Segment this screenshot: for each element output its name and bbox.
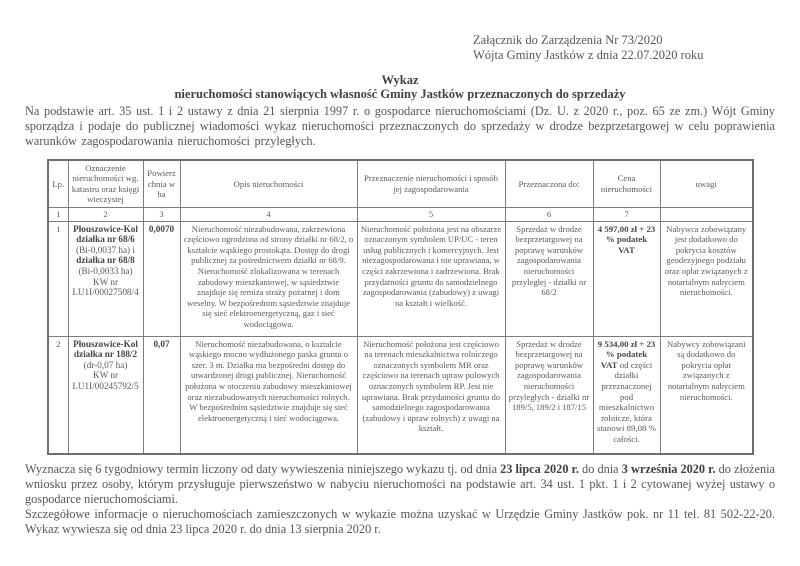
column-numbers-row [48, 207, 753, 221]
intro-paragraph: Na podstawie art. 35 ust. 1 i 2 ustawy z dnia 21 sierpnia 1997 r. o gospodarce nieruchomościami (Dz. U. z 2020 r., poz. 65 ze zm.) Wójt Gminy sporządza i podaje do publicznej wiadomości wykaz nieruchomości przeznaczonych do sprzedaży w drodze bezprzetargowej w celu poprawienia warunków zagospodarowania nieruchomości przyległych. [25, 104, 775, 148]
header-price: Cena nieruchomości [593, 160, 660, 207]
cell-description: Nieruchomość niezabudowana, o kształcie wąskiego mocno wydłużonego paska gruntu o szer. 3 m. Działka ma bezpośredni dostęp do utwardzonej drogi publicznej. Nieruchomość położona w otoczeniu zabudowy mieszkaniowej oraz niezabudowanych nieruchomości rolnych. W bezpośrednim sąsiedztwie znajduje się sieć elektroenergetyczną i sieć wodociągowa. [180, 336, 357, 454]
cell-area: 0,07 [143, 336, 180, 454]
cell-remarks: Nabywca zobowiązany jest dodatkowo do pokrycia kosztów geodezyjnego podziału oraz opłat związanych z notarialnym nabyciem nieruchomości. [660, 221, 753, 336]
cell-remarks: Nabywcy zobowiązani są dodatkowo do pokrycia opłat związanych z notarialnym nabyciem nieruchomości. [660, 336, 753, 454]
footer [25, 462, 775, 537]
designation-line: (Bi-0,0033 ha) [78, 266, 133, 276]
designation-line: działka nr 188/2 [73, 349, 138, 360]
cell-lp: 2 [48, 336, 68, 454]
column-number: 4 [180, 207, 357, 221]
deadline-text: do dnia [578, 461, 622, 476]
title-line-2: nieruchomości stanowiących własność Gminy Jastków przeznaczonych do sprzedaży [174, 87, 626, 101]
price-note: od części działki przeznaczonej pod mieszkalnictwo rolnicze, która stanowi 89,08 % całości. [597, 359, 656, 444]
cell-purpose: Nieruchomość położona jest częściowo na terenach mieszkalnictwa rolniczego oznaczonych symbolem MR oraz częściowo na terenach upraw polowych oznaczonych symbolem RP. Jest nie uprawiana. Brak przydatności gruntu do samodzielnego zagospodarowania (zabudowy i upraw rolnych) z uwagi na kształt. [357, 336, 505, 454]
cell-designation [68, 336, 143, 454]
price-amount: 4 597,00 zł + 23 % podatek VAT [597, 223, 656, 255]
attachment-line-1: Załącznik do Zarządzenia Nr 73/2020 [473, 33, 663, 47]
properties-table [47, 159, 754, 455]
designation-line: (Bi-0,0037 ha) i [76, 244, 135, 255]
title-line-1: Wykaz [381, 73, 419, 87]
designation-line: KW nr [92, 276, 119, 287]
attachment-line-2: Wójta Gminy Jastków z dnia 22.07.2020 roku [473, 48, 704, 62]
deadline-text: Wyznacza się 6 tygodniowy termin liczony od daty wywieszenia niniejszego wykazu tj. od dnia [25, 461, 501, 476]
cell-description: Nieruchomość niezabudowana, zakrzewiona częściowo ogrodzona od strony działki nr 68/2, o kształcie wąskiego prostokąta. Dostęp do drogi publicznej za pośrednictwem działki nr 68/9. Nieruchomość zlokalizowana w terenach zabudowy mieszkaniowej, w sąsiedztwie znajduje się remiza straży pożarnej i dom weselny. W bezpośrednim sąsiedztwie znajduje się sieć elektroenergetyczną, gaz i sieć wodociągowa. [180, 221, 357, 336]
header-destined: Przeznaczona do: [505, 160, 593, 207]
designation-line: (dr-0,07 ha) [83, 359, 128, 370]
designation-line: działka nr 68/8 [76, 255, 135, 266]
designation-line: KW nr [92, 370, 119, 381]
column-number: 7 [593, 207, 660, 221]
column-number: 5 [357, 207, 505, 221]
column-number: 3 [143, 207, 180, 221]
column-number [660, 207, 753, 221]
designation-line: Płouszowice-Kol [73, 223, 138, 234]
cell-destined: Sprzedaż w drodze bezprzetargowej na poprawę warunków zagospodarowania nieruchomości przyległych - działki nr 189/5, 189/2 i 187/15 [505, 336, 593, 454]
cell-destined: Sprzedaż w drodze bezprzetargowej na poprawę warunków zagospodarowania nieruchomości przyległej - działki nr 68/2 [505, 221, 593, 336]
designation-line: Płouszowice-Kol [73, 338, 138, 349]
price-amount: 9 534,00 zł + 23 % podatek VAT [597, 338, 656, 370]
attachment-reference [473, 33, 800, 63]
table-row [48, 336, 753, 454]
header-area: Powierzchnia w ha [143, 160, 180, 207]
header-designation: Oznaczenie nieruchomości wg. katastru oraz księgi wieczystej [68, 160, 143, 207]
deadline-paragraph [25, 462, 775, 507]
start-date: 23 lipca 2020 r. [500, 461, 579, 476]
table-header-row [48, 160, 753, 207]
column-number: 2 [68, 207, 143, 221]
document-title [0, 73, 800, 101]
designation-line: LU1I/00245792/5 [72, 381, 139, 391]
cell-price [593, 221, 660, 336]
deadline-text: do złożenia wniosku przez osoby, którym przysługuje pierwszeństwo w nabyciu nieruchomości na podstawie art. 34 ust. 1 pkt. 1 i 2 cytowanej wyżej ustawy o gospodarce nieruchomościami. [25, 461, 775, 506]
header-description: Opis nieruchomości [180, 160, 357, 207]
info-paragraph: Szczegółowe informacje o nieruchomościach zamieszczonych w wykazie można uzyskać w Urzędzie Gminy Jastków pok. nr 11 tel. 81 502-22-20. Wykaz wywiesza się od dnia 23 lipca 2020 r. do dnia 13 sierpnia 2020 r. [25, 506, 775, 536]
end-date: 3 września 2020 r. [621, 461, 716, 476]
cell-lp: 1 [48, 221, 68, 336]
header-purpose: Przeznaczenie nieruchomości i sposób jej zagospodarowania [357, 160, 505, 207]
cell-area: 0,0070 [143, 221, 180, 336]
table-row [48, 221, 753, 336]
column-number: 6 [505, 207, 593, 221]
designation-line: działka nr 68/6 [76, 234, 135, 245]
cell-purpose: Nieruchomość położona jest na obszarze oznaczonym symbolem UP/UC - teren usług publicznych i komercyjnych. Jest niezagospodarowana i nie uprawiana, w części zakrzewiona i zadrzewiona. Brak przydatności gruntu do samodzielnego zagospodarowania (zabudowy) z uwagi na kształt i wielkość. [357, 221, 505, 336]
cell-designation [68, 221, 143, 336]
header-lp: Lp. [48, 160, 68, 207]
designation-line: LU1I/00027508/4 [72, 287, 139, 298]
column-number: 1 [48, 207, 68, 221]
header-remarks: uwagi [660, 160, 753, 207]
cell-price [593, 336, 660, 454]
